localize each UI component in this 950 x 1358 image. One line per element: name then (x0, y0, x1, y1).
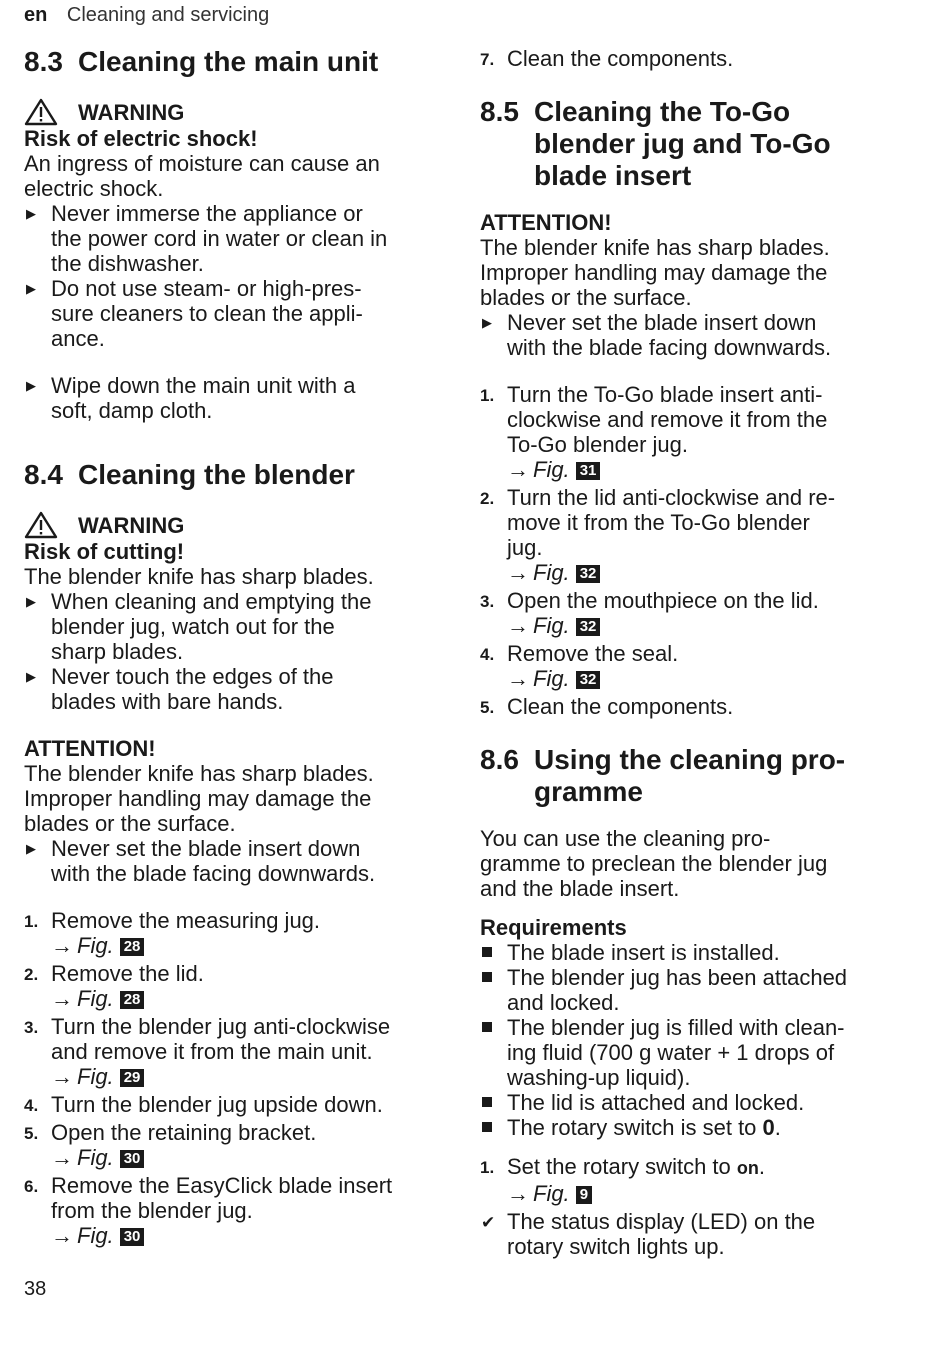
list-item: ▶ Never touch the edges of the blades with bare hands. (26, 664, 334, 714)
blender-steps (24, 908, 434, 1248)
attention-label: ATTENTION! (24, 736, 156, 761)
attention-label: ATTENTION! (480, 210, 612, 235)
warning-triangle-icon (24, 98, 58, 126)
list-item: ▶ Do not use steam- or high-pres- sure cleaners to clean the appli- ance. (26, 276, 363, 351)
figure-reference: → Fig. 29 (51, 1064, 434, 1089)
warning-bullets (24, 201, 434, 351)
step-item: 4. Remove the seal. → Fig. 32 (480, 641, 895, 691)
attention-bullets (24, 836, 434, 886)
warning-triangle-icon (24, 511, 58, 539)
figure-reference: → Fig. 30 (51, 1145, 434, 1170)
figure-reference: → Fig. 28 (51, 933, 434, 958)
figure-reference: → Fig. 9 (507, 1181, 895, 1206)
left-column: 8.3 Cleaning the main unit WARNING Risk of electric shock! An ingress of moisture can cause an electric shock. ▶ Never immerse the appliance or the power cord in water or clean in the dishwasher. ▶ Do not use steam- or high-pres- sure cleaners to clean the appli- ance. ▶ Wipe down the main unit with a soft, damp cloth. 8.4 Cleaning the blender WARNING Risk of cutting! The blender knife has sharp blades. ▶ When cleaning and emptying the blender jug, watch out for the sharp blades. ▶ Never touch the edges of the blades with bare hands. ATTENTION! The blender knife has sharp blades. Improper handling may damage the blades or the surface. ▶ Never set the blade insert down with the blade facing downwards. 1. Remove the measuring jug. → Fig. 28 2. Remove the lid. → Fig. 28 3. Turn the blender jug anti-clockwise and remove it from the main unit. → Fig. 29 4. Turn the blender jug upside down. 5. Open the retaining bracket. → Fig. 30 6. Remove the EasyClick blade insert from the blender jug. → Fig. 30 (24, 46, 434, 1251)
list-item: The lid is attached and locked. (480, 1090, 895, 1115)
step-item: 4. Turn the blender jug upside down. (24, 1092, 383, 1117)
step-item: 5. Open the retaining bracket. → Fig. 30 (24, 1120, 434, 1170)
list-item: ▶ Wipe down the main unit with a soft, damp cloth. (26, 373, 356, 423)
section-8-5-heading: 8.5 Cleaning the To-Go blender jug and To-Go blade insert (480, 96, 831, 191)
warning-heading: WARNING (24, 509, 434, 539)
cleaning-programme-steps (480, 1154, 895, 1206)
warning-heading: WARNING (24, 96, 434, 126)
warning-bullets (24, 589, 434, 714)
step-item: 2. Turn the lid anti-clockwise and re- move it from the To-Go blender jug. → Fig. 32 (480, 485, 895, 585)
step-item: 6. Remove the EasyClick blade insert from the blender jug. → Fig. 30 (24, 1173, 434, 1248)
list-item: The blender jug is filled with clean- ing fluid (700 g water + 1 drops of washing-up liquid). (480, 1015, 895, 1090)
step-item: 3. Turn the blender jug anti-clockwise and remove it from the main unit. → Fig. 29 (24, 1014, 434, 1089)
step-item: 5. Clean the components. (480, 694, 734, 719)
figure-reference: → Fig. 30 (51, 1223, 434, 1248)
list-item: ▶ Never set the blade insert down with the blade facing downwards. (482, 310, 832, 360)
section-8-3-heading: 8.3 Cleaning the main unit (24, 46, 379, 77)
language-code: en (24, 4, 48, 26)
figure-reference: → Fig. 32 (507, 666, 895, 691)
page-header (24, 4, 269, 27)
step-item: 1. Turn the To-Go blade insert anti- clockwise and remove it from the To-Go blender jug. → Fig. 31 (480, 382, 895, 482)
checkmark-icon: ✔ (481, 1213, 496, 1232)
right-column: 7. Clean the components. 8.5 Cleaning the To-Go blender jug and To-Go blade insert ATTENTION! The blender knife has sharp blades. Improper handling may damage the blades or the surface. ▶ Never set the blade insert down with the blade facing downwards. 1. Turn the To-Go blade insert anti- clockwise and remove it from the To-Go blender jug. → Fig. 31 2. Turn the lid anti-clockwise and re- move it from the To-Go blender jug. → Fig. 32 3. Open the mouthpiece on the lid. → Fig. 32 4. Remove the seal. → Fig. 32 5. Clean the components. 8.6 Using the cleaning pro- gramme You can use the cleaning pro- gramme to preclean the blender jug and the blade insert. Requirements The blade insert is installed. The blender jug has been attached and locked. The blender jug is filled with clean- ing fluid (700 g water + 1 drops of washing-up liquid). The lid is attached and locked. The rotary switch is set to 0. 1. Set the rotary switch to on. → Fig. 9 ✔ The status display (LED) on the rotary switch lights up. (480, 46, 895, 1259)
step-item: 7. Clean the components. (480, 46, 734, 71)
step-item: 3. Open the mouthpiece on the lid. → Fig. 32 (480, 588, 895, 638)
result-item: ✔ The status display (LED) on the rotary switch lights up. (481, 1209, 816, 1259)
list-item: The rotary switch is set to 0. (480, 1115, 895, 1140)
step-item: 2. Remove the lid. → Fig. 28 (24, 961, 434, 1011)
risk-text: Risk of cutting! (24, 539, 185, 564)
figure-reference: → Fig. 32 (507, 560, 895, 585)
requirements-list (480, 940, 895, 1140)
section-8-4-heading: 8.4 Cleaning the blender (24, 459, 355, 490)
page-number: 38 (24, 1278, 47, 1300)
list-item: ▶ Never set the blade insert down with the blade facing downwards. (26, 836, 376, 886)
attention-bullets (480, 310, 895, 360)
togo-steps (480, 382, 895, 719)
step-item: 1. Set the rotary switch to on. → Fig. 9 (480, 1154, 895, 1206)
list-item: ▶ Never immerse the appliance or the power cord in water or clean in the dishwasher. (26, 201, 388, 276)
figure-reference: → Fig. 31 (507, 457, 895, 482)
action-list (24, 373, 434, 423)
figure-reference: → Fig. 32 (507, 613, 895, 638)
figure-reference: → Fig. 28 (51, 986, 434, 1011)
blender-steps-continued (480, 46, 895, 71)
requirements-label: Requirements (480, 915, 627, 940)
step-item: 1. Remove the measuring jug. → Fig. 28 (24, 908, 434, 958)
list-item: ▶ When cleaning and emptying the blender jug, watch out for the sharp blades. (26, 589, 372, 664)
list-item: The blender jug has been attached and locked. (480, 965, 895, 1015)
list-item: The blade insert is installed. (480, 940, 895, 965)
section-8-6-heading: 8.6 Using the cleaning pro- gramme (480, 744, 846, 807)
chapter-title: Cleaning and servicing (66, 4, 270, 26)
risk-text: Risk of electric shock! (24, 126, 258, 151)
